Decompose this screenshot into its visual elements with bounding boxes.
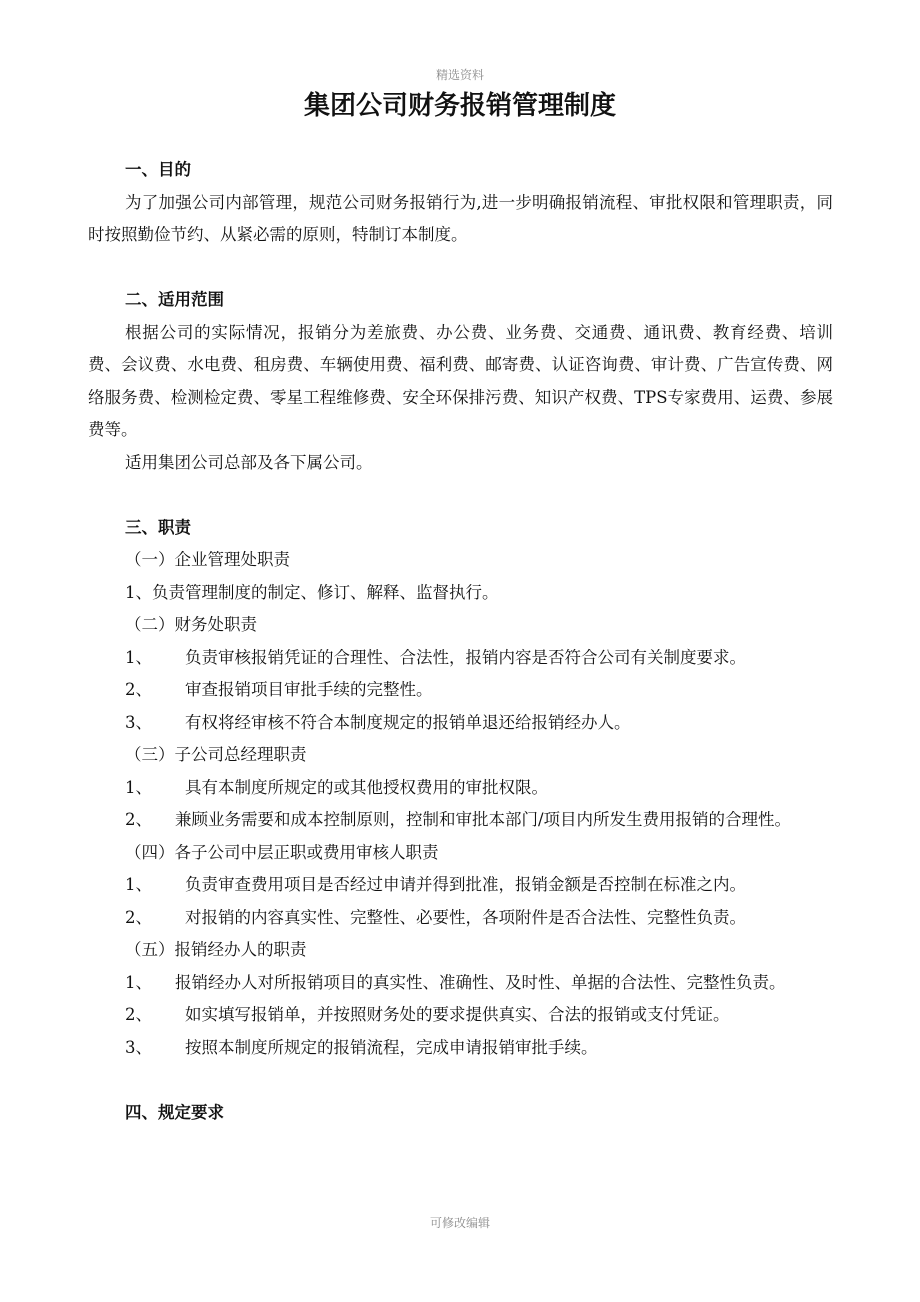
- list-item: 3、 按照本制度所规定的报销流程，完成申请报销审批手续。: [125, 1037, 598, 1057]
- subsection-5-title: （五）报销经办人的职责: [125, 940, 307, 959]
- section-3-heading: 三、职责: [125, 517, 191, 537]
- section-2-heading: 二、适用范围: [125, 290, 224, 309]
- section-2-paragraph: 根据公司的实际情况，报销分为差旅费、办公费、业务费、交通费、通讯费、教育经费、培训费、会议费、水电费、租房费、车辆使用费、福利费、邮寄费、认证咨询费、审计费、广告宣传费、网络服务费、检测检定费、零星工程维修费、安全环保排污费、知识产权费、TPS专家费用、运费、参展费等。: [88, 322, 833, 439]
- section-1-paragraph: 为了加强公司内部管理，规范公司财务报销行为,进一步明确报销流程、审批权限和管理职责，同时按照勤俭节约、从紧必需的原则，特制订本制度。: [88, 192, 833, 244]
- section-2-scope: 适用集团公司总部及各下属公司。: [125, 452, 373, 472]
- list-item: 1、 具有本制度所规定的或其他授权费用的审批权限。: [125, 777, 548, 797]
- page-footer-note: 可修改编辑: [429, 1216, 490, 1230]
- list-item-wrapped: 1、 报销经办人对所报销项目的真实性、准确性、及时性、单据的合法性、完整性负责。: [125, 972, 786, 992]
- subsection-3-title: （三）子公司总经理职责: [125, 745, 307, 764]
- list-item: 3、 有权将经审核不符合本制度规定的报销单退还给报销经办人。: [125, 712, 631, 732]
- document-body: [88, 154, 833, 1129]
- subsection-2-title: （二）财务处职责: [125, 615, 257, 634]
- subsection-1-item: 1、负责管理制度的制定、修订、解释、监督执行。: [125, 582, 499, 602]
- section-1-heading: 一、目的: [125, 160, 191, 179]
- list-item: 1、 负责审查费用项目是否经过申请并得到批准，报销金额是否控制在标准之内。: [125, 875, 746, 894]
- subsection-1-title: （一）企业管理处职责: [125, 550, 290, 569]
- list-item-wrapped: 2、 兼顾业务需要和成本控制原则，控制和审批本部门/项目内所发生费用报销的合理性。: [125, 810, 792, 829]
- list-item: 2、 对报销的内容真实性、完整性、必要性，各项附件是否合法性、完整性负责。: [125, 907, 746, 927]
- document-title: 集团公司财务报销管理制度: [303, 91, 616, 121]
- list-item: 1、 负责审核报销凭证的合理性、合法性，报销内容是否符合公司有关制度要求。: [125, 647, 746, 667]
- page-header-note: 精选资料: [435, 68, 484, 82]
- section-4-heading: 四、规定要求: [125, 1102, 224, 1122]
- list-item: 2、 审查报销项目审批手续的完整性。: [125, 680, 433, 699]
- list-item: 2、 如实填写报销单，并按照财务处的要求提供真实、合法的报销或支付凭证。: [125, 1005, 730, 1024]
- subsection-4-title: （四）各子公司中层正职或费用审核人职责: [125, 842, 439, 862]
